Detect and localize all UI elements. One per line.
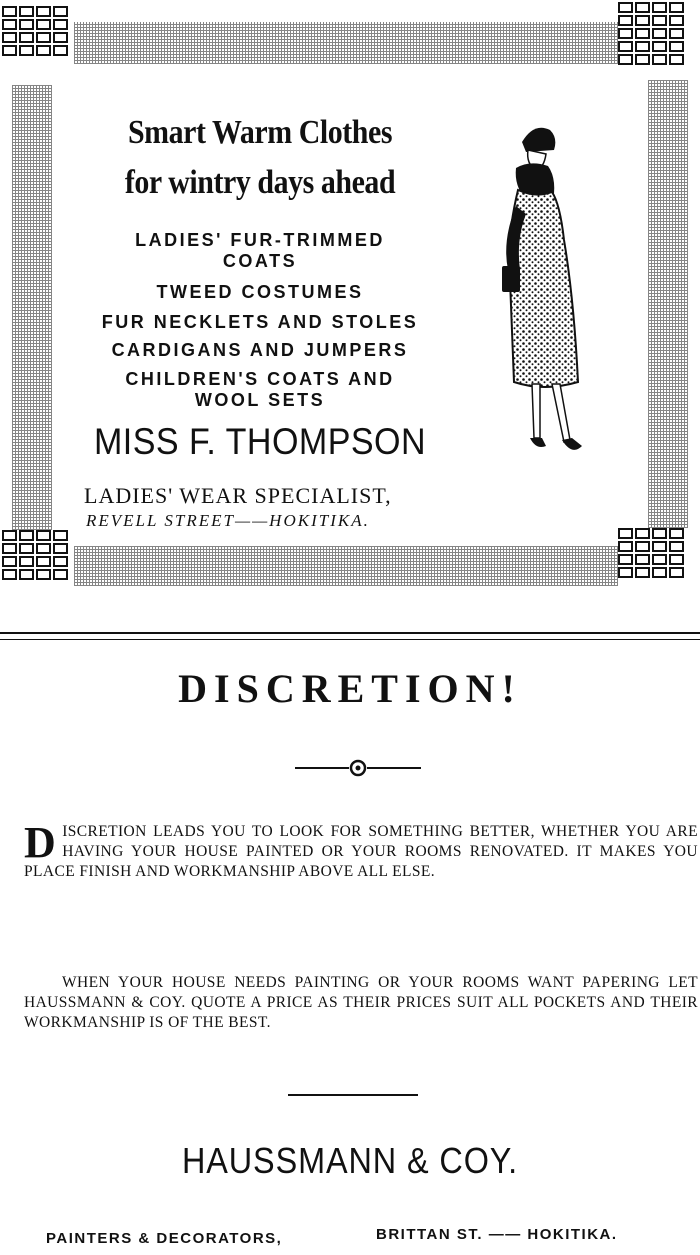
corner-ornament-top-left	[2, 6, 68, 56]
item-tweed-costumes: TWEED COSTUMES	[156, 282, 364, 302]
proprietor-name: MISS F. THOMPSON	[93, 421, 427, 462]
address-line: REVELL STREET——HOKITIKA.	[86, 511, 370, 530]
headline-line-1: Smart Warm Clothes	[127, 114, 393, 151]
specialty-line: LADIES' WEAR SPECIALIST,	[84, 483, 392, 508]
item-wool-sets: WOOL SETS	[194, 390, 326, 410]
section-divider	[0, 632, 700, 640]
discretion-title: DISCRETION!	[178, 666, 522, 711]
thompson-advertisement	[0, 0, 700, 615]
headline-line-2: for wintry days ahead	[124, 164, 396, 201]
paragraph-1-text: ISCRETION LEADS YOU TO LOOK FOR SOMETHING BETTER, WHETHER YOU ARE HAVING YOUR HOUSE PAINTED OR YOUR ROOMS RENOVATED. IT MAKES YOU PLACE FINISH AND WORKMANSHIP ABOVE ALL ELSE.	[24, 823, 698, 880]
decorative-border-left	[12, 85, 52, 530]
item-fur-trimmed: LADIES' FUR-TRIMMED	[135, 230, 385, 250]
short-divider	[288, 1094, 418, 1096]
item-childrens-coats: CHILDREN'S COATS AND	[125, 369, 395, 389]
location-line: BRITTAN ST. —— HOKITIKA.	[376, 1226, 618, 1243]
corner-ornament-top-right	[618, 2, 684, 65]
trade-line: PAINTERS & DECORATORS,	[46, 1230, 283, 1247]
fashion-figure-illustration	[486, 120, 606, 480]
firm-name: HAUSSMANN & COY.	[181, 1140, 519, 1181]
decorative-border-bottom	[74, 546, 618, 586]
item-fur-necklets: FUR NECKLETS AND STOLES	[101, 312, 419, 332]
decorative-border-top	[74, 22, 618, 64]
decorative-border-right	[648, 80, 688, 528]
drop-cap: D	[24, 818, 57, 867]
star-ornament-icon	[295, 758, 421, 778]
ad-copy	[60, 108, 460, 531]
item-cardigans: CARDIGANS AND JUMPERS	[111, 340, 409, 360]
corner-ornament-bottom-left	[2, 530, 68, 580]
discretion-paragraph-1	[24, 818, 698, 882]
item-coats: COATS	[222, 251, 298, 271]
corner-ornament-bottom-right	[618, 528, 684, 578]
discretion-paragraph-2: WHEN YOUR HOUSE NEEDS PAINTING OR YOUR ROOMS WANT PAPERING LET HAUSSMANN & COY. QUOTE A PRICE AS THEIR PRICES SUIT ALL POCKETS AND THEIR WORKMANSHIP IS OF THE BEST.	[24, 974, 698, 1031]
